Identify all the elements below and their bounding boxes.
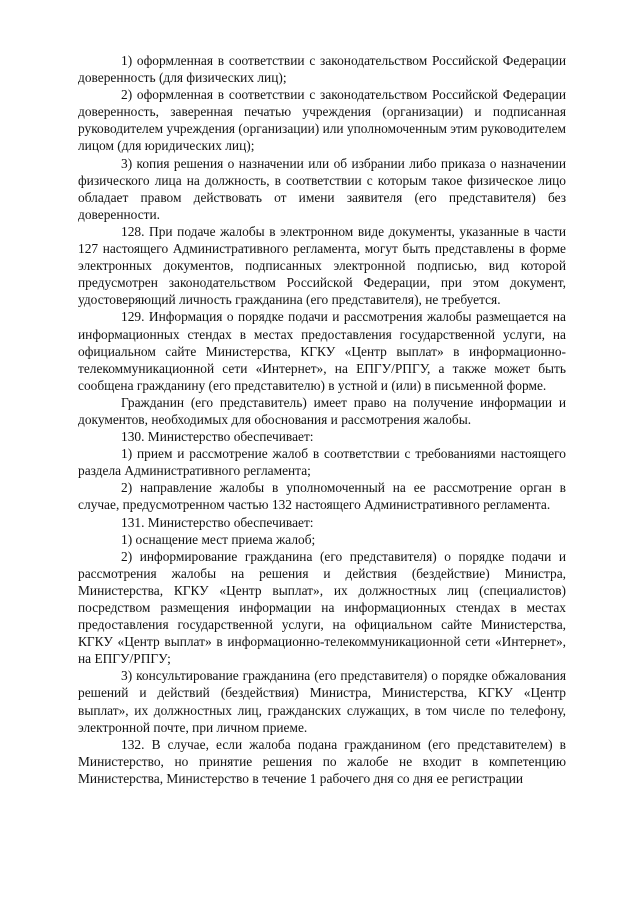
- paragraph: 130. Министерство обеспечивает:: [121, 429, 314, 445]
- paragraph: 129. Информация о порядке подачи и рассмотрения жалобы размещается на информационных стендах в местах предоставления государственной услуги, на официальном сайте Министерства, КГКУ «Центр выплат» в информационно-телекоммуникационной сети «Интернет», на ЕПГУ/РПГУ, а также может быть сообщена гражданину (его представителю) в устной и (или) в письменной форме.: [78, 309, 566, 393]
- paragraph: 1) оформленная в соответствии с законодательством Российской Федерации доверенность (для физических лиц);: [78, 53, 566, 86]
- document-page: [78, 52, 566, 787]
- paragraph: 2) оформленная в соответствии с законодательством Российской Федерации доверенность, заверенная печатью учреждения (организации) и подписанная руководителем учреждения (организации) или уполномоченным этим руководителем лицом (для юридических лиц);: [78, 87, 566, 154]
- paragraph: 128. При подаче жалобы в электронном виде документы, указанные в части 127 настоящего Административного регламента, могут быть представлены в форме электронных документов, подписанных электронной подписью, вид которой предусмотрен законодательством Российской Федерации, при этом документ, удостоверяющий личность гражданина (его представителя), не требуется.: [78, 223, 566, 308]
- paragraph: Гражданин (его представитель) имеет право на получение информации и документов, необходимых для обоснования и рассмотрения жалобы.: [78, 394, 566, 427]
- paragraph: 1) прием и рассмотрение жалоб в соответствии с требованиями настоящего раздела Административного регламента;: [78, 446, 566, 479]
- paragraph: 3) копия решения о назначении или об избрании либо приказа о назначении физического лица на должность, в соответствии с которым такое физическое лицо обладает правом действовать от имени заявителя (его представителя) без доверенности.: [78, 155, 566, 222]
- paragraph: 1) оснащение мест приема жалоб;: [121, 531, 316, 547]
- paragraph: 132. В случае, если жалоба подана гражданином (его представителем) в Министерство, но принятие решения по жалобе не входит в компетенцию Министерства, Министерство в течение 1 рабочего дня со дня ее регистрации: [78, 736, 566, 786]
- paragraph: 3) консультирование гражданина (его представителя) о порядке обжалования решений и действий (бездействия) Министра, Министерства, КГКУ «Центр выплат», их должностных лиц, гражданских служащих, в том числе по телефону, электронной почте, при личном приеме.: [78, 668, 566, 735]
- paragraph: 2) информирование гражданина (его представителя) о порядке подачи и рассмотрения жалобы на решения и действия (бездействие) Министра, Министерства, КГКУ «Центр выплат», их должностных лиц (специалистов) посредством размещения информации на информационных стендах в местах предоставления государственной услуги, на официальном сайте Министерства, КГКУ «Центр выплат» в информационно-телекоммуникационной сети «Интернет», на ЕПГУ/РПГУ;: [78, 548, 566, 667]
- paragraph: 131. Министерство обеспечивает:: [121, 514, 314, 530]
- paragraph: 2) направление жалобы в уполномоченный на ее рассмотрение орган в случае, предусмотренном частью 132 настоящего Административного регламента.: [78, 480, 566, 513]
